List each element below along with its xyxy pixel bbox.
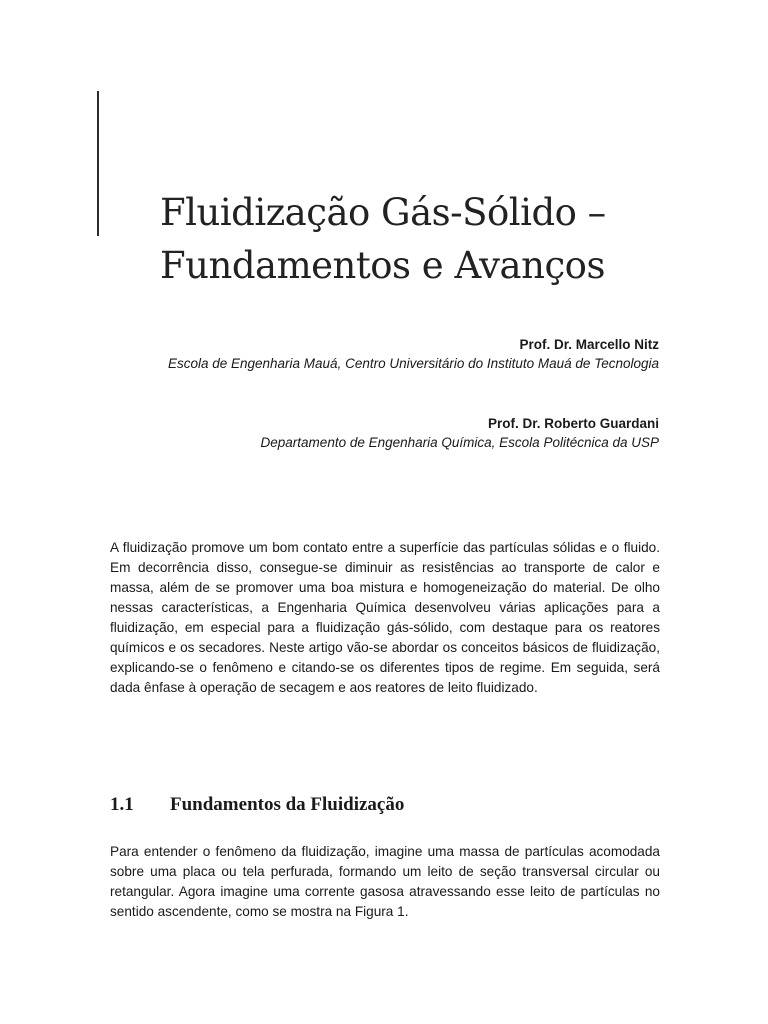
author-affiliation: Departamento de Engenharia Química, Escola Politécnica da USP [260,435,659,450]
section-number: 1.1 [110,794,134,815]
author-affiliation: Escola de Engenharia Mauá, Centro Universitário do Instituto Mauá de Tecnologia [167,356,659,371]
author-block-2 [139,414,659,452]
abstract-paragraph: A fluidização promove um bom contato entre a superfície das partículas sólidas e o fluido. Em decorrência disso, consegue-se diminuir as resistências ao transporte de calor e massa, além de se promover uma boa mistura e homogeneização do material. De olho nessas características, a Engenharia Química desenvolveu várias aplicações para a fluidização, em especial para a fluidização gás-sólido, com destaque para os reatores químicos e os secadores. Neste artigo vão-se abordar os conceitos básicos de fluidização, explicando-se o fenômeno e citando-se os diferentes tipos de regime. Em seguida, será dada ênfase à operação de secagem e aos reatores de leito fluidizado. [110,540,660,695]
paper-title-line-1: Fluidização Gás-Sólido – [160,191,606,234]
author-name: Prof. Dr. Roberto Guardani [487,416,659,431]
section-paragraph: Para entender o fenômeno da fluidização, imagine uma massa de partículas acomodada sobre uma placa ou tela perfurada, formando um leito de seção transversal circular ou retangular. Agora imagine uma corrente gasosa atravessando esse leito de partículas no sentido ascendente, como se mostra na Figura 1. [110,844,660,919]
author-name: Prof. Dr. Marcello Nitz [519,337,659,352]
section-title: Fundamentos da Fluidização [170,794,405,815]
author-block-1 [139,335,659,373]
paper-title [160,186,740,292]
decorative-vertical-rule [97,91,99,236]
section-heading [110,792,404,818]
paper-title-line-2: Fundamentos e Avanços [160,244,605,287]
